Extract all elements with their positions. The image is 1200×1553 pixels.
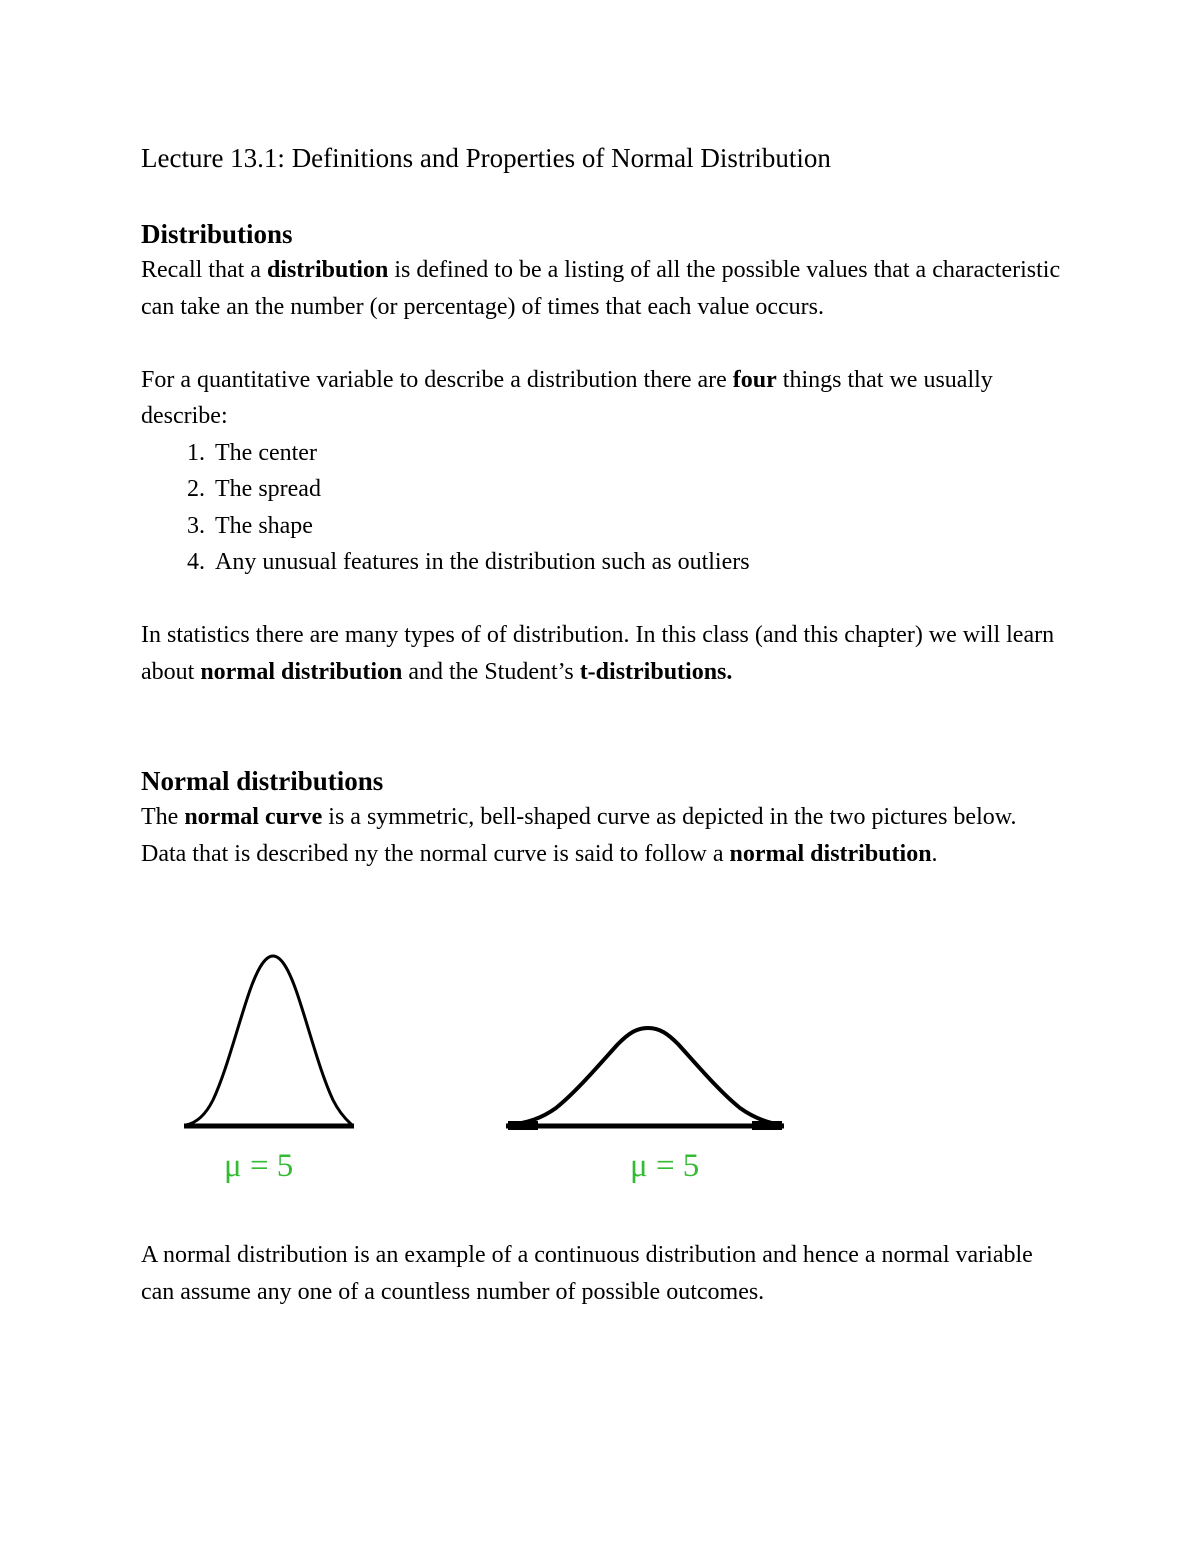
narrow-curve-mean-label: μ = 5 — [224, 1148, 294, 1184]
narrow-normal-curve — [184, 956, 354, 1126]
list-item: 1. The center — [211, 435, 1061, 472]
page-title: Lecture 13.1: Definitions and Properties of Normal Distribution — [141, 143, 831, 173]
continuous-distribution-note: A normal distribution is an example of a continuous distribution and hence a normal variable can assume any one of a countless number of possible outcomes. — [141, 1242, 1033, 1305]
narrow-bell-curve — [186, 956, 352, 1125]
distribution-types: In statistics there are many types of of distribution. In this class (and this chapter) we will learn about normal distribution and the Student’s t-distributions. — [141, 622, 1055, 685]
quantitative-intro: For a quantitative variable to describe a distribution there are four things that we usually describe: — [141, 366, 993, 429]
wide-bell-curve — [508, 1028, 782, 1125]
list-item: 2. The spread — [211, 471, 1061, 508]
normal-curve-description: The normal curve is a symmetric, bell-shaped curve as depicted in the two pictures below. Data that is described ny the normal curve is said to follow a normal distribution. — [141, 804, 1017, 867]
normal-heading: Normal distributions — [141, 766, 384, 796]
spacer — [141, 325, 1061, 362]
wide-curve-mean-label: μ = 5 — [630, 1148, 700, 1184]
list-item: 4. Any unusual features in the distribution such as outliers — [211, 544, 1061, 581]
distribution-definition: Recall that a distribution is defined to be a listing of all the possible values that a characteristic can take an the number (or percentage) of times that each value occurs. — [141, 257, 1061, 320]
list-item: 3. The shape — [211, 508, 1061, 545]
normal-curves-svg — [0, 940, 1200, 1190]
distributions-heading: Distributions — [141, 219, 293, 249]
normal-curves-figure — [0, 940, 1200, 1190]
wide-normal-curve — [506, 1028, 784, 1130]
spacer — [141, 581, 1061, 618]
describe-list — [141, 435, 1061, 581]
closing-section — [141, 1237, 1061, 1310]
normal-section — [141, 763, 1061, 872]
distributions-section — [141, 216, 1061, 690]
